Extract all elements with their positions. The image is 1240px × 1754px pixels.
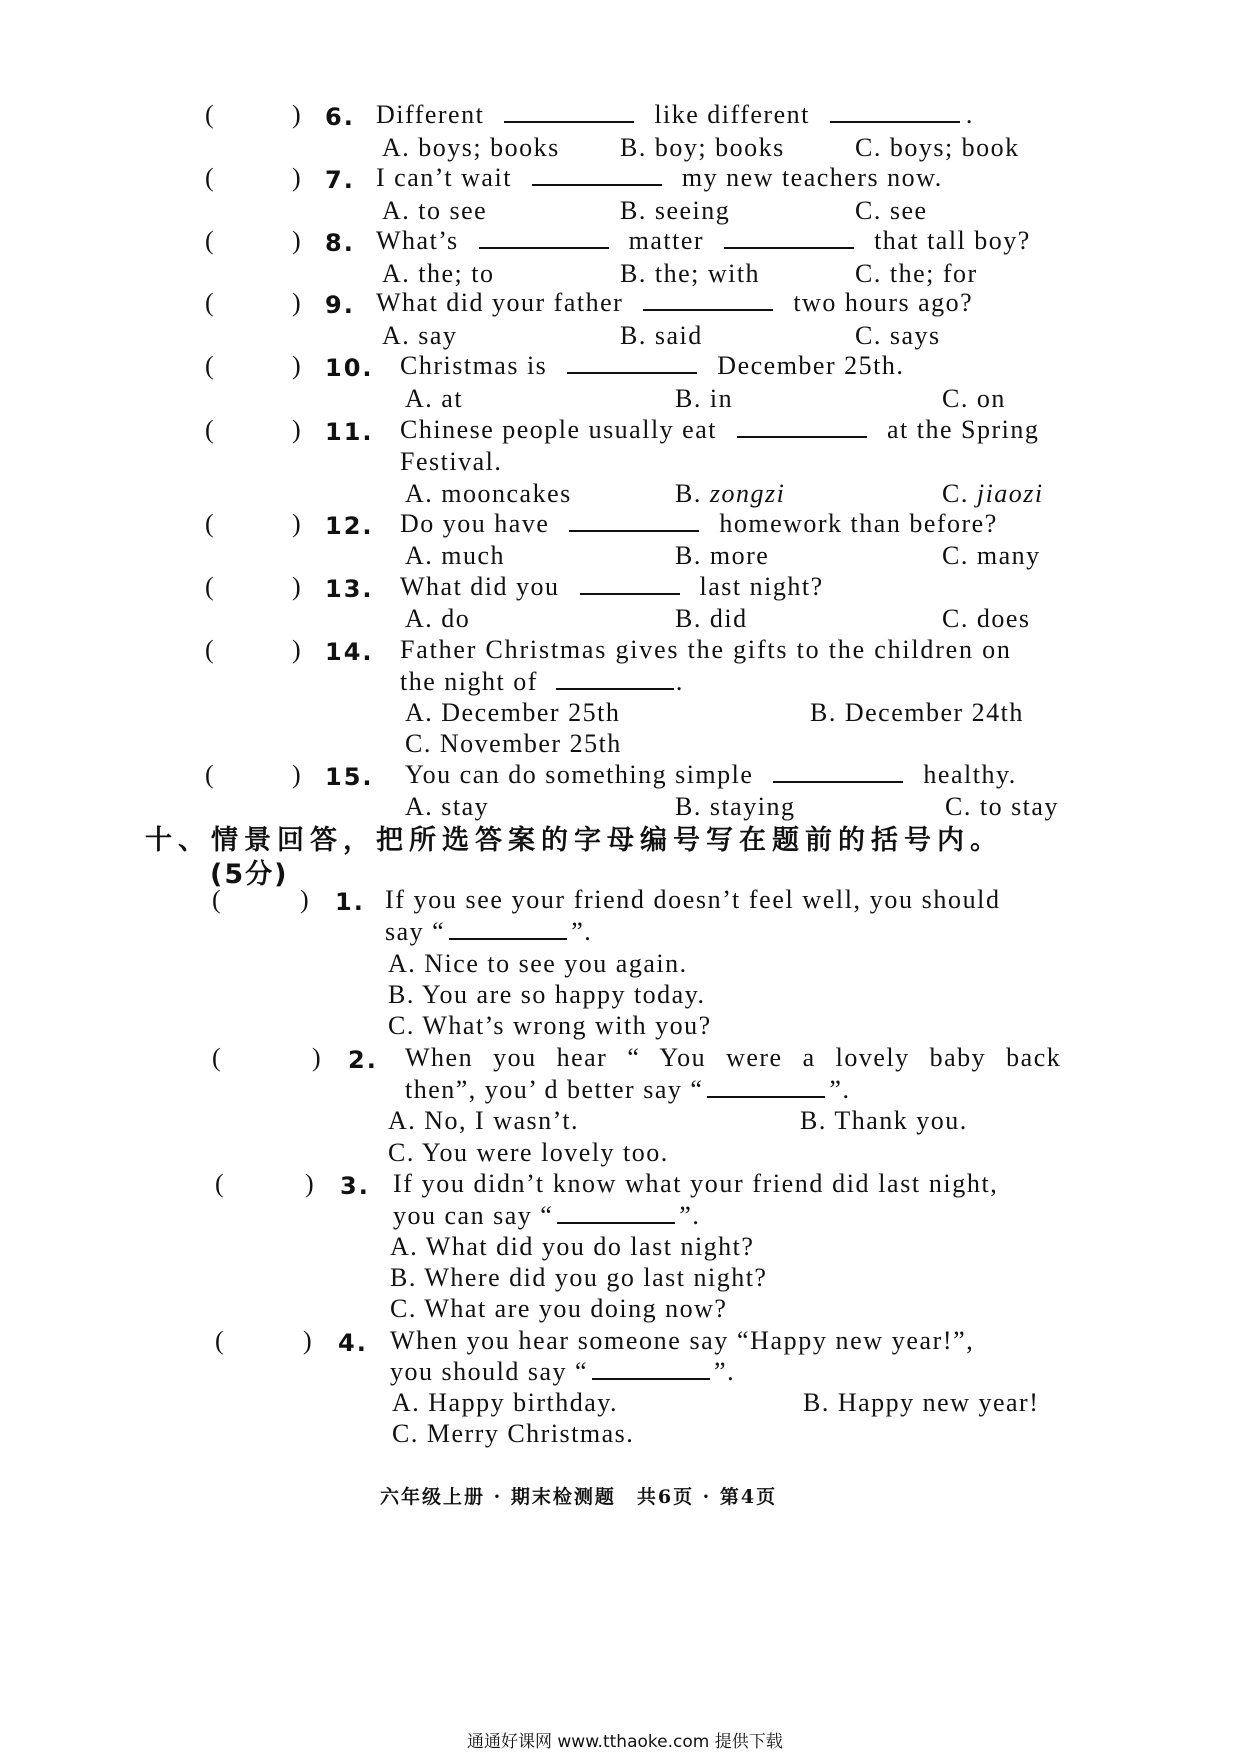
- option-c: C. You were lovely too.: [388, 1138, 669, 1167]
- answer-paren-close: ): [305, 1169, 314, 1198]
- answer-paren-open: (: [205, 100, 214, 129]
- option-a: A. do: [405, 604, 471, 633]
- option-b: B. December 24th: [810, 698, 1024, 727]
- option-b: B. boy; books: [620, 133, 785, 162]
- answer-blank[interactable]: [479, 227, 609, 249]
- option-b: B. Happy new year!: [803, 1388, 1040, 1417]
- answer-paren-open: (: [205, 288, 214, 317]
- question-text: What’s matter that tall boy?: [376, 226, 1031, 255]
- option-a: A. No, I wasn’t.: [388, 1106, 580, 1135]
- question-text: When you hear someone say “Happy new year!”,: [390, 1326, 975, 1355]
- question-number: 1.: [335, 888, 365, 916]
- answer-paren-open: (: [205, 226, 214, 255]
- question-text: When you hear “ You were a lovely baby back: [405, 1043, 1062, 1072]
- section-score: (5分): [210, 859, 289, 890]
- answer-paren-close: ): [312, 1043, 321, 1072]
- option-b: B. seeing: [620, 196, 731, 225]
- answer-blank[interactable]: [773, 761, 903, 783]
- question-number: 14.: [325, 638, 374, 666]
- option-b: B. more: [675, 541, 770, 570]
- option-a: A. Nice to see you again.: [388, 949, 688, 978]
- answer-blank[interactable]: [830, 101, 960, 123]
- question-text: I can’t wait my new teachers now.: [376, 163, 943, 192]
- option-a: A. to see: [382, 196, 488, 225]
- option-c: C. November 25th: [405, 729, 622, 758]
- answer-blank[interactable]: [567, 352, 697, 374]
- option-c: C. on: [942, 384, 1006, 413]
- question-number: 11.: [325, 418, 374, 446]
- answer-paren-close: ): [292, 226, 301, 255]
- question-text: What did you last night?: [400, 572, 824, 601]
- option-c: C. Merry Christmas.: [392, 1419, 635, 1448]
- option-b: B. in: [675, 384, 734, 413]
- option-a: A. stay: [405, 792, 490, 821]
- question-number: 15.: [325, 763, 374, 791]
- answer-paren-open: (: [205, 415, 214, 444]
- question-number: 4.: [338, 1329, 368, 1357]
- answer-paren-close: ): [292, 288, 301, 317]
- question-text: Do you have homework than before?: [400, 509, 998, 538]
- option-b: B. You are so happy today.: [388, 980, 706, 1009]
- answer-blank[interactable]: [592, 1358, 710, 1380]
- option-a: A. the; to: [382, 259, 495, 288]
- option-c: C. boys; book: [855, 133, 1020, 162]
- option-c: C. jiaozi: [942, 479, 1044, 508]
- option-b: B. Thank you.: [800, 1106, 968, 1135]
- option-c: C. to stay: [945, 792, 1059, 821]
- answer-paren-close: ): [303, 1326, 312, 1355]
- question-text-continued: Festival.: [400, 447, 503, 476]
- question-text: You can do something simple healthy.: [405, 760, 1017, 789]
- question-number: 2.: [348, 1046, 378, 1074]
- option-a: A. What did you do last night?: [390, 1232, 755, 1261]
- question-number: 6.: [325, 103, 355, 131]
- option-b: B. staying: [675, 792, 796, 821]
- option-a: A. December 25th: [405, 698, 621, 727]
- option-b: B. zongzi: [675, 479, 786, 508]
- answer-blank[interactable]: [449, 918, 567, 940]
- option-a: A. Happy birthday.: [392, 1388, 619, 1417]
- answer-paren-close: ): [292, 351, 301, 380]
- option-c: C. says: [855, 321, 941, 350]
- option-a: A. mooncakes: [405, 479, 572, 508]
- question-text: If you didn’t know what your friend did last night,: [393, 1169, 999, 1198]
- question-text-continued: you should say “ ”.: [390, 1357, 736, 1386]
- question-text: What did your father two hours ago?: [376, 288, 974, 317]
- question-number: 8.: [325, 229, 355, 257]
- option-c: C. What are you doing now?: [390, 1294, 728, 1323]
- answer-paren-close: ): [292, 163, 301, 192]
- question-number: 9.: [325, 291, 355, 319]
- option-c: C. many: [942, 541, 1041, 570]
- answer-blank[interactable]: [724, 227, 854, 249]
- option-c: C. does: [942, 604, 1031, 633]
- question-text-continued: you can say “ ”.: [393, 1201, 701, 1230]
- answer-paren-open: (: [205, 351, 214, 380]
- question-number: 10.: [325, 354, 374, 382]
- answer-paren-close: ): [292, 760, 301, 789]
- question-text: Christmas is December 25th.: [400, 351, 905, 380]
- option-c: C. see: [855, 196, 928, 225]
- option-c: C. What’s wrong with you?: [388, 1011, 712, 1040]
- answer-paren-open: (: [205, 760, 214, 789]
- answer-blank[interactable]: [569, 510, 699, 532]
- answer-blank[interactable]: [643, 289, 773, 311]
- option-a: A. at: [405, 384, 464, 413]
- option-b: B. Where did you go last night?: [390, 1263, 768, 1292]
- answer-paren-open: (: [205, 635, 214, 664]
- answer-paren-open: (: [212, 885, 221, 914]
- answer-paren-open: (: [205, 163, 214, 192]
- answer-paren-close: ): [292, 572, 301, 601]
- option-a: A. say: [382, 321, 458, 350]
- option-b: B. the; with: [620, 259, 761, 288]
- question-number: 7.: [325, 166, 355, 194]
- option-b: B. did: [675, 604, 748, 633]
- answer-blank[interactable]: [580, 573, 680, 595]
- answer-blank[interactable]: [557, 1202, 675, 1224]
- answer-paren-close: ): [292, 635, 301, 664]
- answer-paren-open: (: [212, 1043, 221, 1072]
- question-text-continued: the night of .: [400, 667, 684, 696]
- question-number: 13.: [325, 575, 374, 603]
- answer-paren-close: ): [292, 509, 301, 538]
- answer-paren-open: (: [205, 509, 214, 538]
- answer-paren-open: (: [215, 1169, 224, 1198]
- question-text: If you see your friend doesn’t feel well, you should: [385, 885, 1001, 914]
- answer-blank[interactable]: [504, 101, 634, 123]
- answer-paren-close: ): [292, 100, 301, 129]
- answer-paren-open: (: [205, 572, 214, 601]
- answer-blank[interactable]: [707, 1076, 825, 1098]
- download-credit: 通通好课网 www.tthaoke.com 提供下载: [467, 1732, 783, 1752]
- answer-blank[interactable]: [556, 668, 674, 690]
- question-text: Different like different .: [376, 100, 974, 129]
- question-text: Father Christmas gives the gifts to the children on: [400, 635, 1012, 664]
- option-a: A. much: [405, 541, 506, 570]
- question-text-continued: say “ ”.: [385, 917, 593, 946]
- answer-blank[interactable]: [532, 164, 662, 186]
- answer-paren-open: (: [215, 1326, 224, 1355]
- question-number: 12.: [325, 512, 374, 540]
- question-text-continued: then”, you’ d better say “ ”.: [405, 1075, 851, 1104]
- answer-paren-close: ): [292, 415, 301, 444]
- answer-blank[interactable]: [737, 416, 867, 438]
- page-footer: 六年级上册 · 期末检测题 共6页 · 第4页: [380, 1486, 778, 1508]
- option-b: B. said: [620, 321, 703, 350]
- question-number: 3.: [340, 1172, 370, 1200]
- option-a: A. boys; books: [382, 133, 560, 162]
- section-title: 十、情景回答，把所选答案的字母编号写在题前的括号内。: [145, 825, 1003, 856]
- option-c: C. the; for: [855, 259, 978, 288]
- question-text: Chinese people usually eat at the Spring: [400, 415, 1040, 444]
- answer-paren-close: ): [300, 885, 309, 914]
